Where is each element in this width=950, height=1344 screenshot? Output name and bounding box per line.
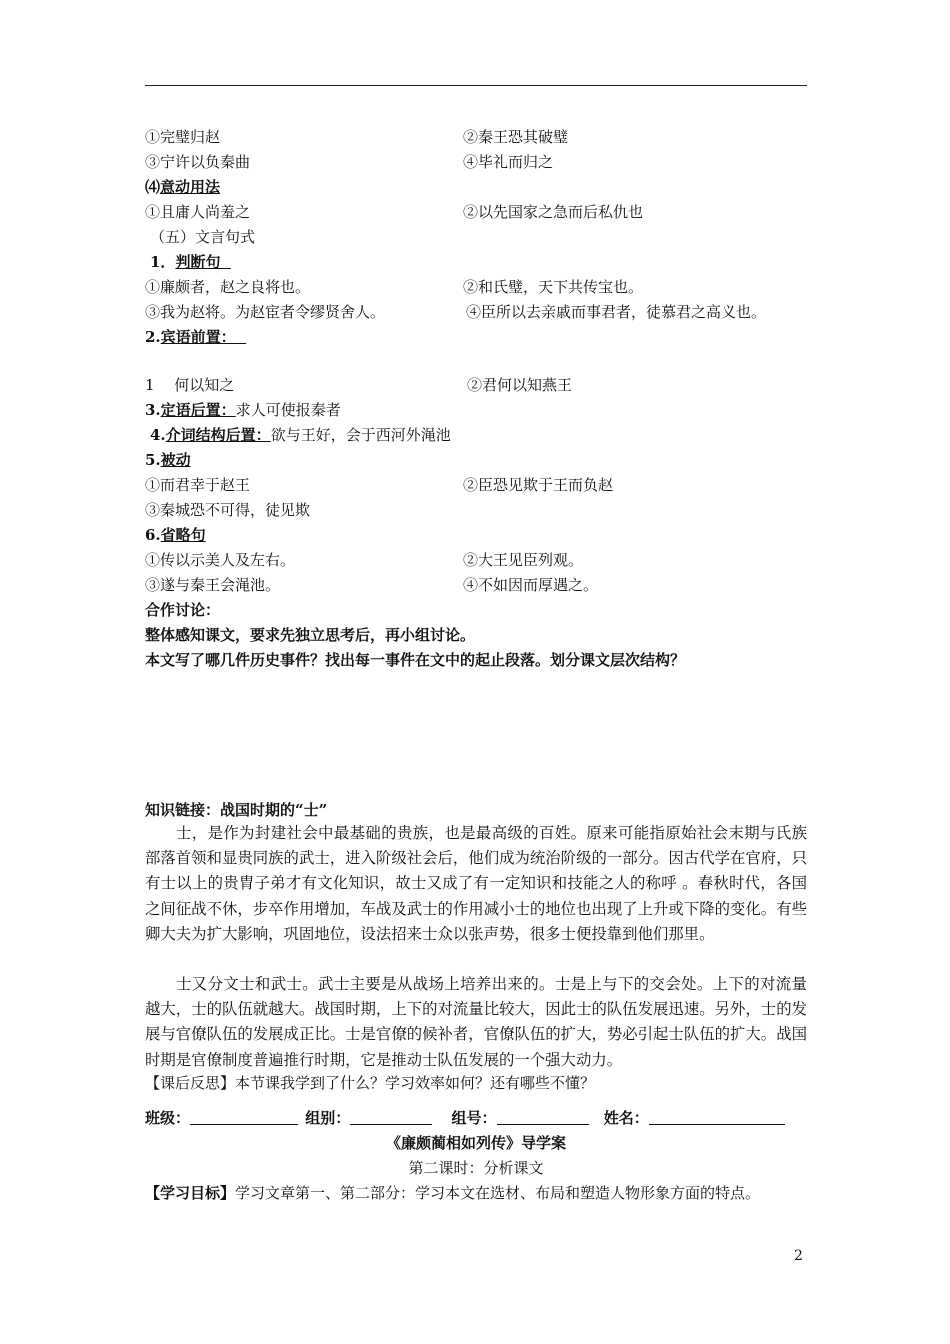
example-2: ②秦王恐其破璧 bbox=[463, 128, 569, 146]
group-field[interactable] bbox=[350, 1108, 432, 1125]
subsection-dingyu bbox=[145, 400, 341, 420]
example-2: ②大王见臣列观。 bbox=[463, 551, 584, 569]
example-2: ②君何以知燕王 bbox=[467, 376, 573, 394]
discussion-heading: 合作讨论： bbox=[145, 601, 221, 619]
subsection-number: 2. bbox=[145, 328, 161, 346]
discussion-question: 本文写了哪几件历史事件？找出每一事件在文中的起止段落。划分课文层次结构？ bbox=[145, 651, 686, 669]
subsection-label: 被动 bbox=[160, 451, 191, 469]
subsection-number: 4. bbox=[150, 426, 166, 444]
subsection-shenglue bbox=[145, 525, 206, 545]
example-1: ①廉颇者，赵之良将也。 bbox=[145, 278, 311, 296]
reflection-prompt: 【课后反思】本节课我学到了什么？学习效率如何？还有哪些不懂？ bbox=[145, 1074, 596, 1092]
example-3: ③遂与秦王会渑池。 bbox=[145, 576, 281, 594]
page-number: 2 bbox=[794, 1248, 803, 1264]
example-1: ①完璧归赵 bbox=[145, 128, 221, 146]
name-field[interactable] bbox=[649, 1108, 785, 1125]
class-label: 班级： bbox=[145, 1109, 191, 1127]
subsection-label: 判断句 bbox=[175, 253, 221, 271]
subsection-beidong bbox=[145, 450, 191, 470]
header-rule bbox=[145, 85, 807, 86]
learning-goal bbox=[145, 1183, 760, 1203]
subsection-panduan bbox=[150, 252, 231, 272]
example-3: ③宁许以负秦曲 bbox=[145, 153, 251, 171]
lesson-title: 《廉颇蔺相如列传》导学案 bbox=[385, 1134, 566, 1152]
class-field[interactable] bbox=[190, 1108, 298, 1125]
knowledge-paragraph-1: 士，是作为封建社会中最基础的贵族，也是最高级的百姓。原来可能指原始社会末期与氏族部落首领和显贵同族的武士，进入阶级社会后，他们成为统治阶级的一部分。因古代学在官府，只有士以上的贵胄子弟才有文化知识，故士又成了有一定知识和技能之人的称呼 。春秋时代，各国之间征战不休，步卒作用增加，车战及武士的作用减小士的地位也出现了上升或下降的变化。有些卿大夫为扩大影响，巩固地位，设法招来士众以张声势，很多士便投靠到他们那里。 bbox=[145, 824, 807, 943]
name-label: 姓名： bbox=[603, 1109, 649, 1127]
subsection-binyu bbox=[145, 327, 246, 347]
subsection-label: 介词结构后置： bbox=[165, 426, 271, 444]
subsection-number: 5. bbox=[145, 451, 161, 469]
example-3: ③秦城恐不可得，徒见欺 bbox=[145, 501, 311, 519]
example-1: ①且庸人尚羞之 bbox=[145, 203, 251, 221]
subsection-number: 6. bbox=[145, 526, 161, 544]
example-2: ②臣恐见欺于王而负赵 bbox=[463, 476, 614, 494]
example-1: ①而君幸于赵王 bbox=[145, 476, 251, 494]
section-heading-yidong bbox=[145, 177, 220, 197]
example-4: ④臣所以去亲戚而事君者，徒慕君之高义也。 bbox=[466, 303, 767, 321]
example-2: ②和氏璧，天下共传宝也。 bbox=[463, 278, 644, 296]
heading-label: 意动用法 bbox=[160, 178, 221, 196]
subsection-number: 1． bbox=[150, 253, 176, 271]
example-3: ③我为赵将。为赵宦者令缪贤舍人。 bbox=[145, 303, 386, 321]
discussion-instruction: 整体感知课文，要求先独立思考后，再小组讨论。 bbox=[145, 626, 476, 644]
subsection-label: 宾语前置： bbox=[160, 328, 236, 346]
subsection-number: 3. bbox=[145, 401, 161, 419]
goal-text: 学习文章第一、第二部分：学习本文在选材、布局和塑造人物形象方面的特点。 bbox=[235, 1184, 761, 1202]
subsection-label: 定语后置： bbox=[160, 401, 236, 419]
subsection-example: 求人可使报秦者 bbox=[235, 401, 341, 419]
example-4: ④不如因而厚遇之。 bbox=[463, 576, 599, 594]
example-2: ②以先国家之急而后私仇也 bbox=[463, 203, 644, 221]
heading-number: ⑷ bbox=[145, 178, 161, 196]
example-1: ①传以示美人及左右。 bbox=[145, 551, 296, 569]
subsection-label: 省略句 bbox=[160, 526, 206, 544]
knowledge-heading: 知识链接：战国时期的“士” bbox=[145, 801, 328, 819]
subsection-jieci bbox=[150, 425, 451, 445]
example-4: ④毕礼而归之 bbox=[463, 153, 554, 171]
number-label: 组号： bbox=[451, 1109, 497, 1127]
student-info-row bbox=[145, 1108, 785, 1128]
section-heading-juoshi: （五）文言句式 bbox=[150, 228, 256, 246]
goal-label: 【学习目标】 bbox=[145, 1184, 236, 1202]
number-field[interactable] bbox=[497, 1108, 589, 1125]
example-1: 1 何以知之 bbox=[145, 376, 235, 394]
subsection-example: 欲与王好，会于西河外渑池 bbox=[270, 426, 451, 444]
knowledge-paragraph-2: 士又分文士和武士。武士主要是从战场上培养出来的。士是上与下的交会处。上下的对流量越大，士的队伍就越大。战国时期，上下的对流量比较大，因此士的队伍发展迅速。另外，士的发展与官僚队伍的发展成正比。士是官僚的候补者，官僚队伍的扩大，势必引起士队伍的扩大。战国时期是官僚制度普遍推行时期，它是推动士队伍发展的一个强大动力。 bbox=[145, 975, 807, 1069]
lesson-subtitle: 第二课时：分析课文 bbox=[408, 1159, 544, 1177]
group-label: 组别： bbox=[305, 1109, 351, 1127]
